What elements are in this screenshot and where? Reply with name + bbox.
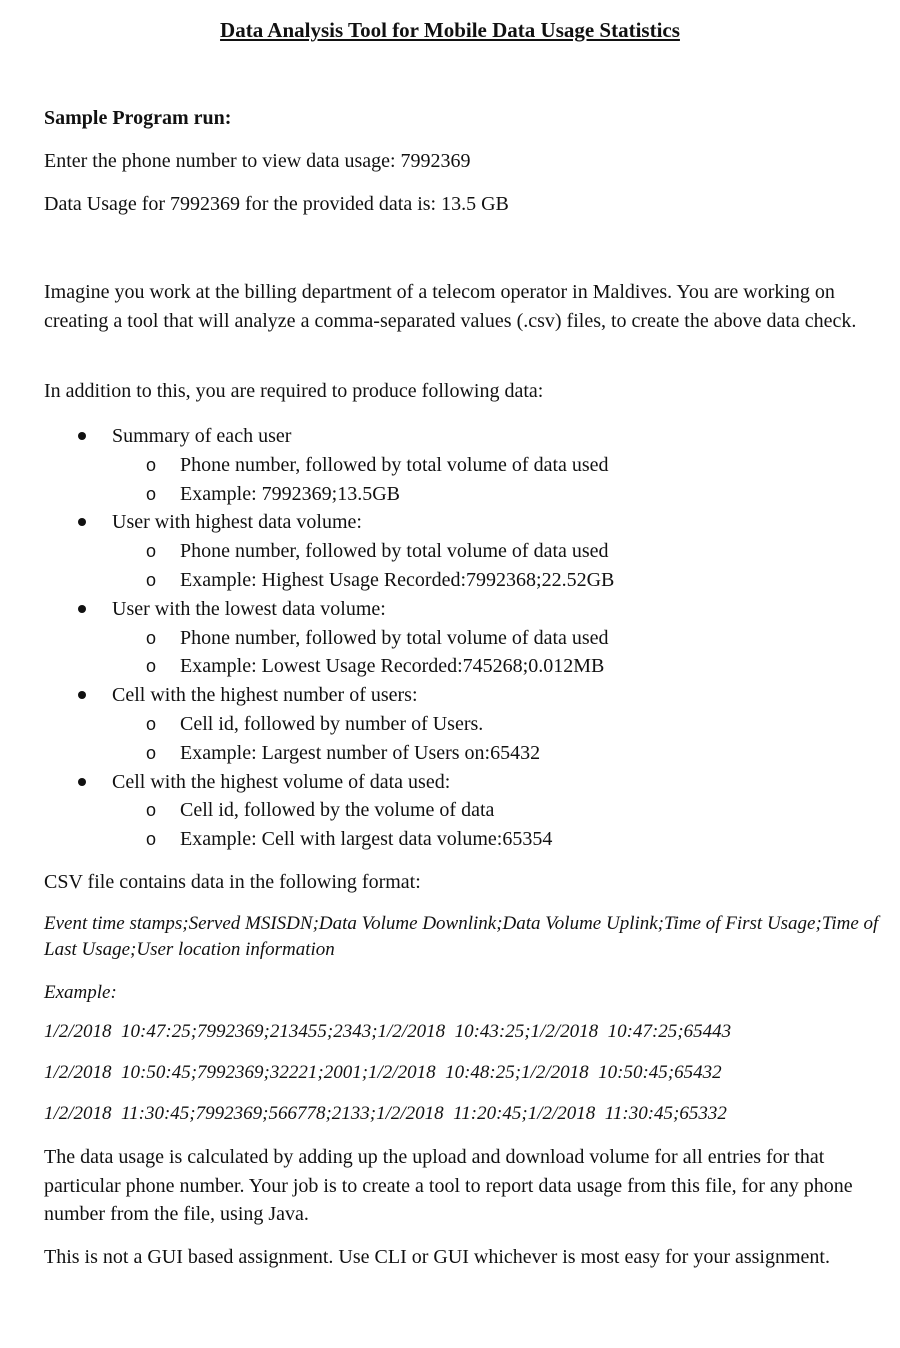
- closing-note: This is not a GUI based assignment. Use CLI or GUI whichever is most easy for your assignment.: [44, 1246, 830, 1268]
- requirement-subitem-text: Cell id, followed by the volume of data: [180, 799, 495, 822]
- requirement-label: User with the lowest data volume:: [112, 597, 386, 620]
- requirement-subitem: [44, 566, 874, 595]
- csv-example-row: 1/2/2018 10:47:25;7992369;213455;2343;1/2/2018 10:43:25;1/2/2018 10:47:25;65443: [44, 1021, 732, 1042]
- sub-bullet-icon: o: [146, 742, 157, 763]
- requirement-subitem-text: Phone number, followed by total volume of data used: [180, 626, 609, 649]
- requirement-item: [44, 595, 874, 681]
- requirement-subitem: [44, 710, 874, 739]
- bullet-icon: [78, 691, 86, 699]
- requirement-label: Cell with the highest volume of data used:: [112, 770, 451, 793]
- requirement-item: [44, 681, 874, 767]
- requirement-subitem: [44, 537, 874, 566]
- sub-bullet-icon: o: [146, 713, 157, 734]
- sub-bullet-icon: o: [146, 800, 157, 821]
- requirement-subitem-text: Phone number, followed by total volume of data used: [180, 453, 609, 476]
- document-title: Data Analysis Tool for Mobile Data Usage Statistics: [220, 18, 680, 42]
- bullet-icon: [78, 778, 86, 786]
- requirement-subitem: [44, 624, 874, 653]
- requirement-item: [44, 768, 874, 854]
- intro-paragraph: Imagine you work at the billing department of a telecom operator in Maldives. You are working on creating a tool that will analyze a comma-separated values (.csv) files, to create the above data check.: [44, 281, 857, 332]
- requirement-subitem: [44, 796, 874, 825]
- csv-example-row: 1/2/2018 10:50:45;7992369;32221;2001;1/2/2018 10:48:25;1/2/2018 10:50:45;65432: [44, 1062, 722, 1083]
- sub-bullet-icon: o: [146, 627, 157, 648]
- requirement-item: [44, 422, 874, 508]
- requirement-subitem-text: Example: Lowest Usage Recorded:745268;0.012MB: [180, 655, 605, 678]
- requirement-subitem: [44, 480, 874, 509]
- calculation-paragraph: The data usage is calculated by adding up the upload and download volume for all entries for that particular phone number. Your job is to create a tool to report data usage from this file, for any phone number from the file, using Java.: [44, 1146, 853, 1225]
- requirement-subitem-text: Example: Highest Usage Recorded:7992368;22.52GB: [180, 568, 615, 591]
- requirement-lead: In addition to this, you are required to produce following data:: [44, 380, 544, 402]
- csv-format: Event time stamps;Served MSISDN;Data Volume Downlink;Data Volume Uplink;Time of First Usage;Time of Last Usage;User location information: [44, 913, 879, 960]
- requirement-subitem-text: Phone number, followed by total volume of data used: [180, 540, 609, 563]
- bullet-icon: [78, 518, 86, 526]
- requirement-subitem: [44, 652, 874, 681]
- requirement-subitem-text: Example: Largest number of Users on:65432: [180, 741, 541, 764]
- requirement-label: Cell with the highest number of users:: [112, 684, 418, 707]
- sample-run-result: Data Usage for 7992369 for the provided data is: 13.5 GB: [44, 193, 509, 215]
- sub-bullet-icon: o: [146, 541, 157, 562]
- requirement-subitem: [44, 739, 874, 768]
- sample-run-heading: Sample Program run:: [44, 107, 232, 129]
- bullet-icon: [78, 432, 86, 440]
- sub-bullet-icon: o: [146, 483, 157, 504]
- csv-lead: CSV file contains data in the following format:: [44, 871, 421, 893]
- sample-run-prompt: Enter the phone number to view data usage: 7992369: [44, 150, 471, 172]
- requirement-subitem-text: Example: 7992369;13.5GB: [180, 482, 400, 505]
- requirement-subitem-text: Cell id, followed by number of Users.: [180, 712, 484, 735]
- requirement-item: [44, 508, 874, 594]
- requirement-subitem-text: Example: Cell with largest data volume:65354: [180, 828, 553, 851]
- sub-bullet-icon: o: [146, 656, 157, 677]
- sub-bullet-icon: o: [146, 454, 157, 475]
- requirement-label: Summary of each user: [112, 425, 292, 447]
- requirement-subitem: [44, 451, 874, 480]
- requirement-label: User with highest data volume:: [112, 511, 362, 534]
- csv-example-row: 1/2/2018 11:30:45;7992369;566778;2133;1/2/2018 11:20:45;1/2/2018 11:30:45;65332: [44, 1103, 727, 1124]
- bullet-icon: [78, 605, 86, 613]
- sub-bullet-icon: o: [146, 829, 157, 850]
- sub-bullet-icon: o: [146, 569, 157, 590]
- requirement-subitem: [44, 825, 874, 854]
- csv-example-label: Example:: [44, 982, 117, 1003]
- requirements-list: [44, 422, 874, 854]
